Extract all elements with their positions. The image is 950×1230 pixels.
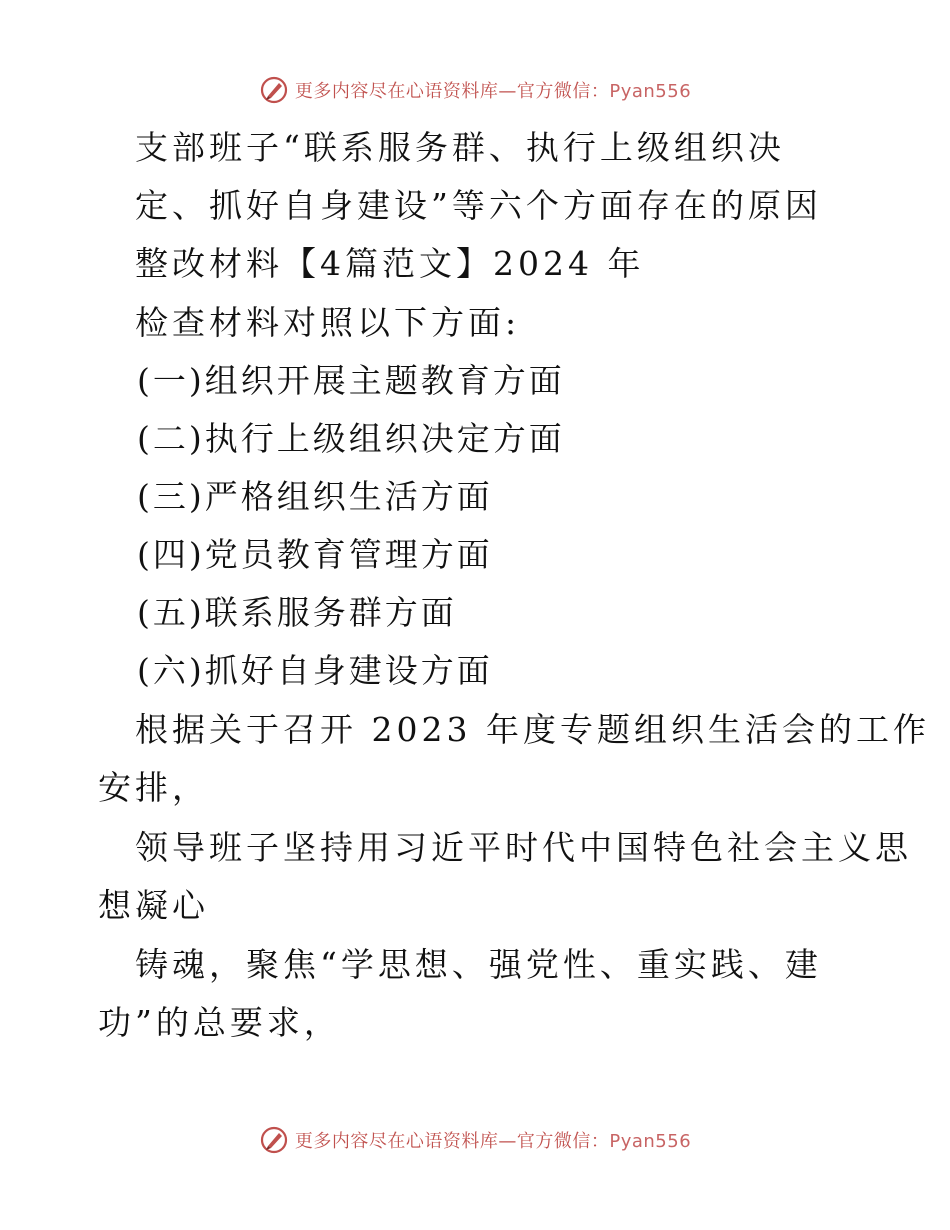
intro-text: 检查材料对照以下方面: <box>135 303 521 342</box>
paragraph-line: 根据关于召开 2023 年度专题组织生活会的工作 <box>135 710 930 749</box>
list-item: (四)党员教育管理方面 <box>137 535 493 574</box>
list-item: (二)执行上级组织决定方面 <box>137 419 565 458</box>
footer-watermark <box>0 1120 950 1160</box>
list-item: (三)严格组织生活方面 <box>137 477 493 516</box>
paragraph-line: 安排， <box>98 768 209 807</box>
list-item: (六)抓好自身建设方面 <box>137 651 493 690</box>
list-item: (五)联系服务群方面 <box>137 593 457 632</box>
title-line-2: 定、抓好自身建设”等六个方面存在的原因 <box>135 186 822 225</box>
watermark-text: 更多内容尽在心语资料库—官方微信：Pyan556 <box>294 81 692 102</box>
title-line-3: 整改材料【4篇范文】2024 年 <box>135 244 645 283</box>
watermark-text: 更多内容尽在心语资料库—官方微信：Pyan556 <box>294 1131 692 1152</box>
paragraph-line: 领导班子坚持用习近平时代中国特色社会主义思 <box>135 828 912 867</box>
paragraph-line: 功”的总要求， <box>98 1003 341 1042</box>
paragraph-line: 铸魂，聚焦“学思想、强党性、重实践、建 <box>135 945 822 984</box>
list-item: (一)组织开展主题教育方面 <box>137 361 565 400</box>
paragraph-line: 想凝心 <box>98 886 209 925</box>
pen-circle-logo-icon <box>259 1125 289 1155</box>
title-line-1: 支部班子“联系服务群、执行上级组织决 <box>135 128 785 167</box>
